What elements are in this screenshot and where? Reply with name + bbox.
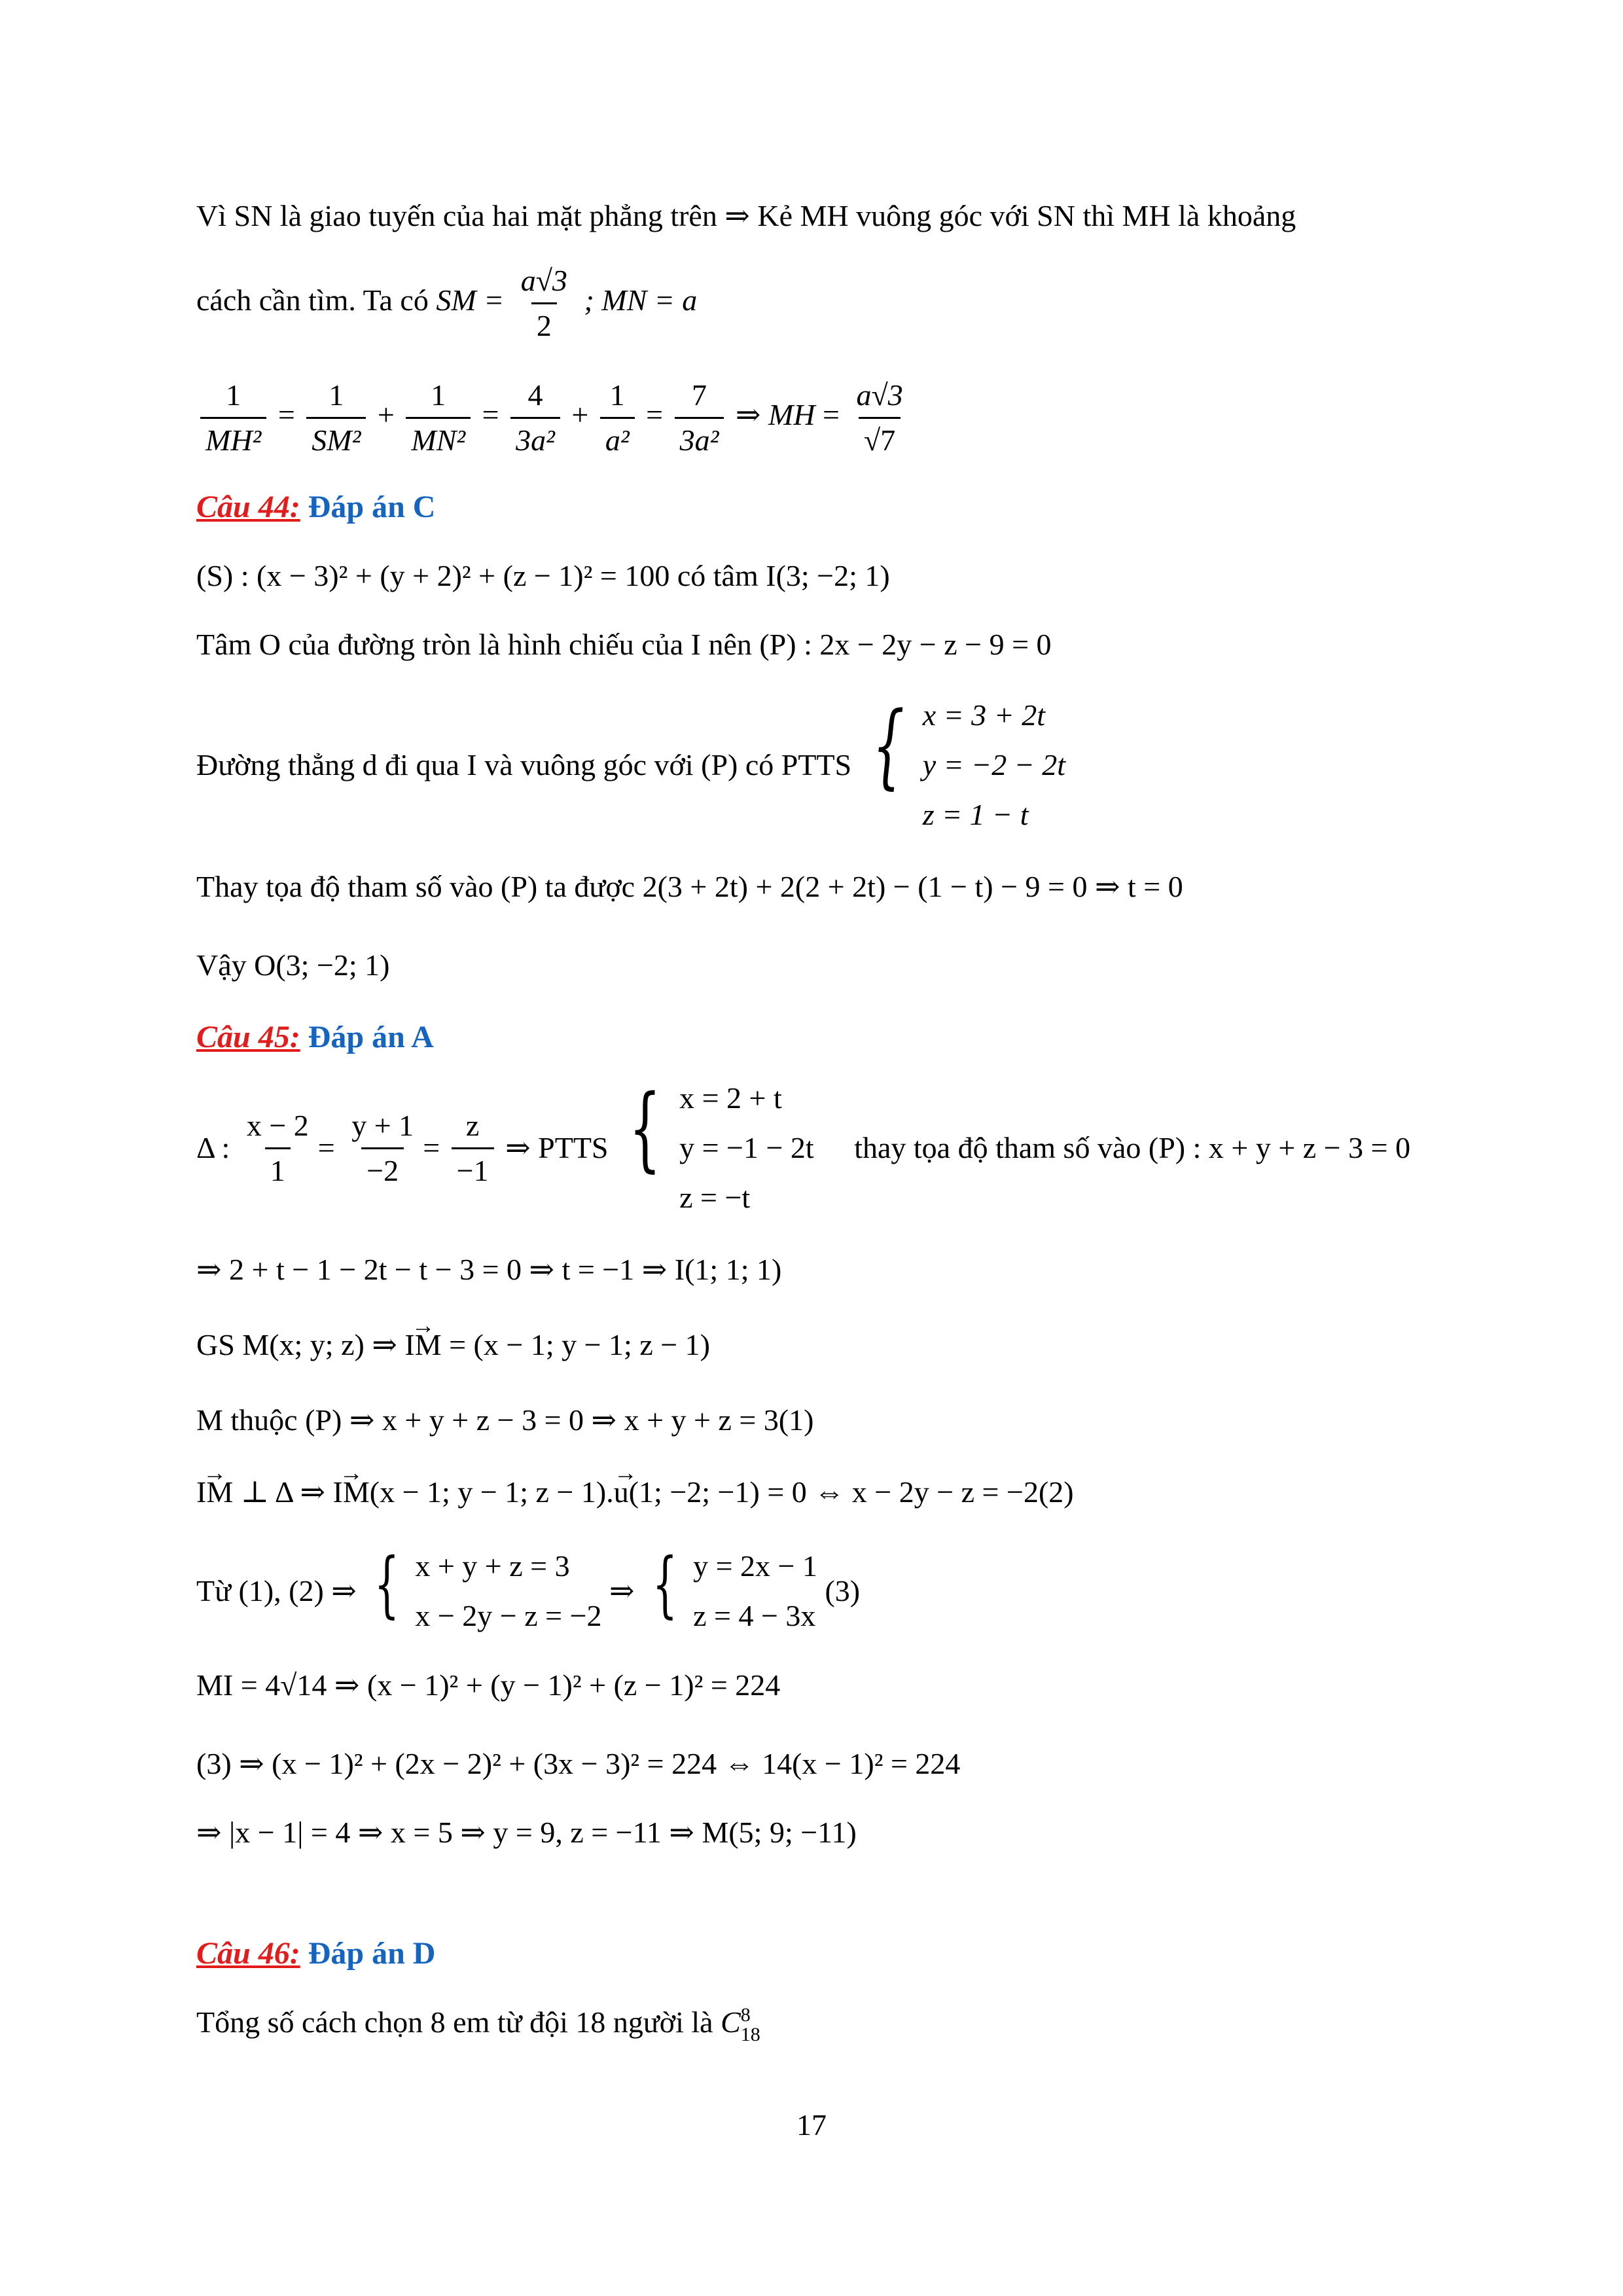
fraction xyxy=(306,376,366,459)
text: (3) xyxy=(825,1574,861,1607)
question-title: Câu 45: xyxy=(196,1020,300,1054)
text-line: Tâm O của đường tròn là hình chiếu của I nên (P) : 2x − 2y − z − 9 = 0 xyxy=(196,628,1052,661)
text: ⇒ PTTS xyxy=(505,1131,609,1164)
numerator: z xyxy=(465,1108,480,1142)
text-line: Thay tọa độ tham số vào (P) ta được 2(3 + 2t) + 2(2 + 2t) − (1 − t) − 9 = 0 ⇒ t = 0 xyxy=(196,870,1183,903)
numerator: 1 xyxy=(226,378,241,412)
denominator: MH² xyxy=(200,417,266,459)
formula-line: Từ (1), (2) ⇒ { x + y + z = 3 x − 2y − z = −2 ⇒ { y = 2x − 1 z = 4 − 3x (3) xyxy=(196,1541,860,1641)
question-answer: Đáp án A xyxy=(308,1020,434,1054)
equation: y = 2x − 1 xyxy=(693,1549,817,1583)
numerator: 1 xyxy=(609,378,625,412)
question-answer: Đáp án D xyxy=(308,1936,436,1971)
text: Δ : xyxy=(196,1131,230,1164)
formula-line: ⇒ |x − 1| = 4 ⇒ x = 5 ⇒ y = 9, z = −11 ⇒ M(5; 9; −11) xyxy=(196,1816,857,1849)
fraction xyxy=(346,1107,419,1190)
text-line: Vì SN là giao tuyến của hai mặt phẳng trên ⇒ Kẻ MH vuông góc với SN thì MH là khoảng xyxy=(196,199,1296,232)
text-line xyxy=(196,691,1065,840)
equation-system: { x + y + z = 3 x − 2y − z = −2 xyxy=(364,1541,601,1641)
question-heading xyxy=(196,1018,434,1057)
denominator: √7 xyxy=(859,417,901,459)
denominator: 2 xyxy=(531,302,557,345)
text: Tổng số cách chọn 8 em từ đội 18 người là xyxy=(196,2005,713,2039)
text: GS M(x; y; z) ⇒ xyxy=(196,1328,405,1361)
formula-line: M thuộc (P) ⇒ x + y + z − 3 = 0 ⇒ x + y + z = 3(1) xyxy=(196,1403,814,1437)
equation: z = 1 − t xyxy=(922,798,1029,831)
numerator: a√3 xyxy=(856,378,903,412)
equation: x = 2 + t xyxy=(679,1081,782,1115)
fraction xyxy=(851,376,908,459)
vector: → IM xyxy=(404,1325,441,1365)
numerator: 7 xyxy=(692,378,707,412)
text: cách cần tìm. Ta có xyxy=(196,283,429,317)
text: (x − 1; y − 1; z − 1). xyxy=(369,1475,614,1509)
equation-system: { x = 2 + t y = −1 − 2t z = −t xyxy=(616,1073,814,1223)
formula: SM = xyxy=(436,283,512,317)
numerator: x − 2 xyxy=(246,1108,309,1142)
fraction xyxy=(241,1107,314,1190)
subscript: 18 xyxy=(740,2024,760,2046)
formula-line: (3) ⇒ (x − 1)² + (2x − 2)² + (3x − 3)² = 224 ⇔ 14(x − 1)² = 224 xyxy=(196,1747,961,1780)
superscript: 8 xyxy=(740,2004,751,2026)
question-answer: Đáp án C xyxy=(308,490,436,524)
text: (1; −2; −1) = 0 ⇔ x − 2y − z = −2(2) xyxy=(628,1475,1074,1509)
text-line xyxy=(196,262,697,345)
vector: → IM xyxy=(196,1473,233,1512)
equation: x − 2y − z = −2 xyxy=(415,1599,602,1632)
text-line: Vậy O(3; −2; 1) xyxy=(196,948,390,982)
formula: ; MN = a xyxy=(584,283,698,317)
formula-line: (S) : (x − 3)² + (y + 2)² + (z − 1)² = 100 có tâm I(3; −2; 1) xyxy=(196,559,890,592)
denominator: −2 xyxy=(361,1147,404,1190)
equation: x + y + z = 3 xyxy=(415,1549,570,1583)
vector: → IM xyxy=(333,1473,370,1512)
denominator: MN² xyxy=(406,417,471,459)
numerator: 4 xyxy=(527,378,543,412)
numerator: y + 1 xyxy=(351,1108,414,1142)
page-number: 17 xyxy=(796,2108,827,2142)
equation: x = 3 + 2t xyxy=(922,698,1045,732)
fraction xyxy=(200,376,266,459)
equation: z = −t xyxy=(679,1181,751,1214)
formula-line: ⇒ 2 + t − 1 − 2t − t − 3 = 0 ⇒ t = −1 ⇒ I(1; 1; 1) xyxy=(196,1253,782,1286)
formula-line: $\frac{1}{\text{MH²}}$ = $\frac{1}{\text{SM²}}$ + $\frac{1}{\text{MN²}}$ = $\frac{4}{\text{3a²}}$ + $\frac{1}{\text{a²}}$ = $\frac{7}{\text{3a²}}$ ⇒ MH = $\frac{a√3}{√7}$ xyxy=(196,376,912,459)
equation: z = 4 − 3x xyxy=(693,1599,816,1632)
fraction xyxy=(675,376,724,459)
question-heading xyxy=(196,1934,435,1973)
denominator: 1 xyxy=(265,1147,291,1190)
text-line xyxy=(196,2003,760,2045)
question-title: Câu 46: xyxy=(196,1936,300,1971)
vector: → u xyxy=(614,1473,629,1512)
formula-line xyxy=(196,1473,1074,1512)
fraction xyxy=(406,376,471,459)
denominator: a² xyxy=(600,417,635,459)
denominator: −1 xyxy=(452,1147,494,1190)
text: = (x − 1; y − 1; z − 1) xyxy=(441,1328,710,1361)
text: Đường thẳng d đi qua I và vuông góc với (P) có PTTS xyxy=(196,748,852,781)
denominator: SM² xyxy=(306,417,366,459)
formula-line: Δ : $\frac{x - 2}{1}$ = $\frac{y + 1}{-2}$ = $\frac{z}{-1}$ ⇒ PTTS { x = 2 + t y = −1 − 2t z = −t thay tọa độ tham số vào (P) : x + y + z − 3 = 0 xyxy=(196,1073,1410,1223)
equation: y = −2 − 2t xyxy=(922,748,1066,781)
fraction xyxy=(600,376,635,459)
equation: y = −1 − 2t xyxy=(679,1131,814,1164)
formula-line xyxy=(196,1325,710,1365)
equation-system: { y = 2x − 1 z = 4 − 3x xyxy=(642,1541,817,1641)
text: ⊥ Δ ⇒ xyxy=(233,1475,333,1509)
formula: C xyxy=(721,2005,741,2039)
fraction xyxy=(516,262,573,345)
text: Từ (1), (2) ⇒ xyxy=(196,1574,357,1607)
text: thay tọa độ tham số vào (P) : x + y + z − 3 = 0 xyxy=(854,1131,1411,1164)
equation-system: { x = 3 + 2t y = −2 − 2t z = 1 − t xyxy=(859,691,1065,840)
formula-line: MI = 4√14 ⇒ (x − 1)² + (y − 1)² + (z − 1)² = 224 xyxy=(196,1668,781,1702)
numerator: 1 xyxy=(431,378,446,412)
question-title: Câu 44: xyxy=(196,490,300,524)
fraction xyxy=(452,1107,494,1190)
numerator: 1 xyxy=(329,378,344,412)
numerator: a√3 xyxy=(520,264,567,297)
fraction xyxy=(510,376,560,459)
question-heading xyxy=(196,488,435,527)
denominator: 3a² xyxy=(510,417,560,459)
denominator: 3a² xyxy=(675,417,724,459)
